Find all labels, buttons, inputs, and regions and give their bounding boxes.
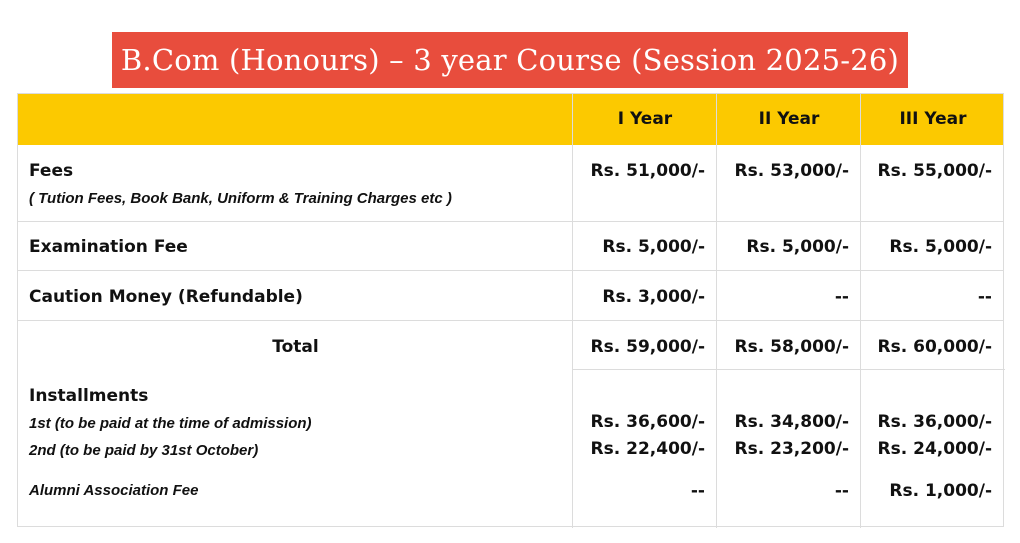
exam-fee-year-2: Rs. 5,000/- bbox=[746, 237, 849, 257]
fees-year-2: Rs. 53,000/- bbox=[734, 161, 849, 181]
installment-2-label: 2nd (to be paid by 31st October) bbox=[29, 442, 259, 459]
exam-fee-year-3: Rs. 5,000/- bbox=[889, 237, 992, 257]
installment-1-year-2: Rs. 34,800/- bbox=[734, 412, 849, 432]
alumni-fee-year-3: Rs. 1,000/- bbox=[889, 481, 992, 501]
caution-money-label: Caution Money (Refundable) bbox=[29, 287, 303, 307]
caution-money-year-3: -- bbox=[977, 287, 992, 307]
total-year-3: Rs. 60,000/- bbox=[877, 337, 992, 357]
header-year-3: III Year bbox=[899, 109, 967, 129]
page-title: B.Com (Honours) – 3 year Course (Session 2025-26) bbox=[112, 32, 908, 88]
installments-label: Installments bbox=[29, 386, 149, 406]
installment-2-year-3: Rs. 24,000/- bbox=[877, 439, 992, 459]
fees-year-1: Rs. 51,000/- bbox=[590, 161, 705, 181]
fees-year-3: Rs. 55,000/- bbox=[877, 161, 992, 181]
title-wrapper bbox=[0, 32, 1020, 88]
header-year-1: I Year bbox=[617, 109, 673, 129]
exam-fee-label: Examination Fee bbox=[29, 237, 188, 257]
alumni-fee-year-1: -- bbox=[690, 481, 705, 501]
installment-2-year-2: Rs. 23,200/- bbox=[734, 439, 849, 459]
total-year-1: Rs. 59,000/- bbox=[590, 337, 705, 357]
fees-sub-label: ( Tution Fees, Book Bank, Uniform & Training Charges etc ) bbox=[29, 190, 452, 207]
header-empty-cell bbox=[18, 94, 573, 145]
caution-money-year-1: Rs. 3,000/- bbox=[602, 287, 705, 307]
column-divider bbox=[860, 94, 861, 528]
caution-money-year-2: -- bbox=[834, 287, 849, 307]
table-header bbox=[18, 94, 1003, 145]
row-divider bbox=[573, 369, 1005, 370]
fees-label: Fees bbox=[29, 161, 74, 181]
row-divider bbox=[18, 221, 1003, 222]
installment-1-label: 1st (to be paid at the time of admission) bbox=[29, 415, 312, 432]
exam-fee-year-1: Rs. 5,000/- bbox=[602, 237, 705, 257]
installment-2-year-1: Rs. 22,400/- bbox=[590, 439, 705, 459]
row-divider bbox=[18, 270, 1003, 271]
column-divider bbox=[572, 94, 573, 528]
column-divider bbox=[716, 94, 717, 528]
fee-table bbox=[17, 93, 1004, 527]
total-label: Total bbox=[272, 337, 319, 357]
installment-1-year-1: Rs. 36,600/- bbox=[590, 412, 705, 432]
total-year-2: Rs. 58,000/- bbox=[734, 337, 849, 357]
header-year-2: II Year bbox=[758, 109, 820, 129]
row-divider bbox=[18, 320, 1003, 321]
alumni-fee-year-2: -- bbox=[834, 481, 849, 501]
alumni-fee-label: Alumni Association Fee bbox=[29, 482, 199, 499]
installment-1-year-3: Rs. 36,000/- bbox=[877, 412, 992, 432]
